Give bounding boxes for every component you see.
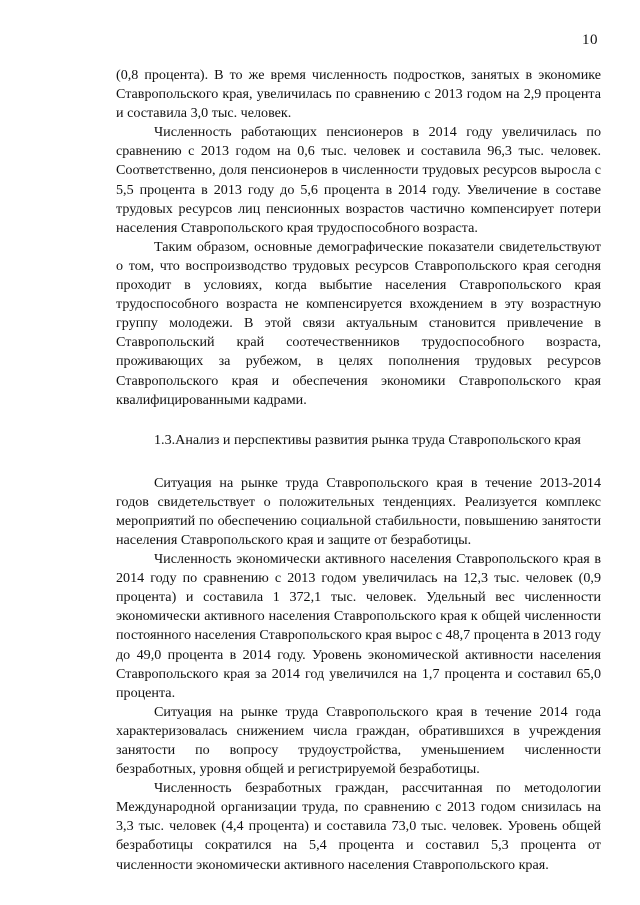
paragraph-working-pensioners: Численность работающих пенсионеров в 2014 году увеличилась по сравнению с 2013 годом на 0,6 тыс. человек и составила 96,3 тыс. человек. Соответственно, доля пенсионеров в численности трудовых ресурсов выросла с 5,5 процента в 2013 году до 5,6 процента в 2014 году. Увеличение в составе трудовых ресурсов лиц пенсионных возрастов частично компенсирует потери населения Ставропольского края трудоспособного возраста. [116, 124, 601, 236]
paragraph-demographic-conclusion: Таким образом, основные демографические показатели свидетельствуют о том, что воспроизводство трудовых ресурсов Ставропольского края сегодня проходит в условиях, когда выбытие населения Ставропольского края трудоспособного возраста не компенсируется вхождением в эту возрастную группу молодежи. В этой связи актуальным становится привлечение в Ставропольский край соотечественников трудоспособного возраста, проживающих за рубежом, в целях пополнения трудовых ресурсов Ставропольского края и обеспечения экономики Ставропольского края квалифицированными кадрами. [116, 238, 601, 408]
paragraph-continuation: (0,8 процента). В то же время численность подростков, занятых в экономике Ставропольского края, увеличилась по сравнению с 2013 годом на 2,9 процента и составила 3,0 тыс. человек. [116, 67, 601, 122]
paragraph-economically-active: Численность экономически активного населения Ставропольского края в 2014 году по сравнению с 2013 годом увеличилась на 12,3 тыс. человек (0,9 процента) и составила 1 372,1 тыс. человек. Удельный вес численности экономически активного населения Ставропольского края к общей численности постоянного населения Ставропольского края вырос с 48,7 процента в 2013 году до 49,0 процента в 2014 году. Уровень экономической активности населения Ставропольского края за 2014 год увеличился на 1,7 процента и составил 65,0 процента. [116, 551, 602, 701]
paragraph-labor-market-situation: Ситуация на рынке труда Ставропольского края в течение 2013-2014 годов свидетельствует о положительных тенденциях. Реализуется комплекс мероприятий по обеспечению социальной стабильности, повышению занятости населения Ставропольского края и защите от безработицы. [116, 474, 601, 548]
section-heading: 1.3.Анализ и перспективы развития рынка труда Ставропольского края [154, 431, 581, 448]
page-number: 10 [582, 32, 598, 48]
paragraph-unemployment: Численность безработных граждан, рассчитанная по методологии Международной организации труда, по сравнению с 2013 годом снизилась на 3,3 тыс. человек (4,4 процента) и составила 73,0 тыс. человек. Уровень общей безработицы сократился на 5,4 процента и составил 5,3 процента от численности экономически активного населения Ставропольского края. [116, 780, 601, 873]
paragraph-2014-situation: Ситуация на рынке труда Ставропольского края в течение 2014 года характеризовалась снижением числа граждан, обратившихся в учреждения занятости по вопросу трудоустройства, уменьшением численности безработных, уровня общей и регистрируемой безработицы. [116, 703, 601, 778]
document-body [116, 66, 601, 875]
